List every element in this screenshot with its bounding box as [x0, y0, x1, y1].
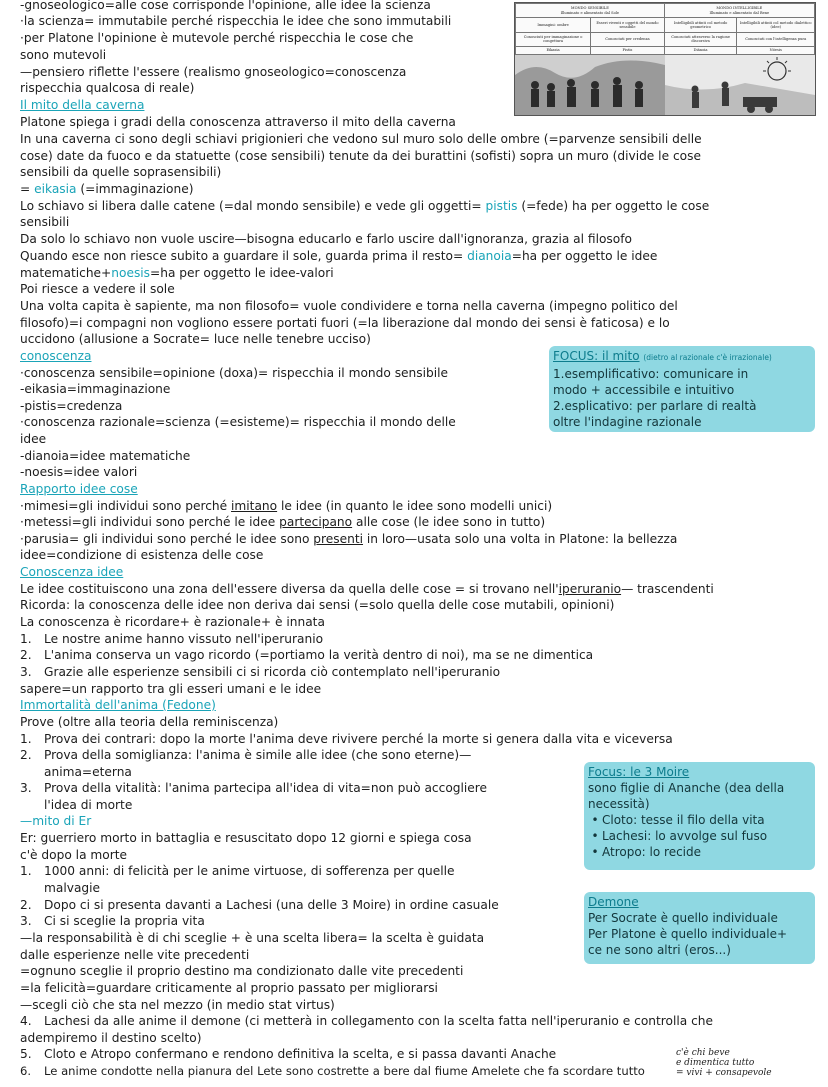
- text-line: -gnoseologico=alle cose corrisponde l'opinione, alle idee la scienza: [20, 0, 431, 12]
- text-line: [20, 181, 193, 198]
- list-item: [20, 863, 455, 880]
- term-dianoia: dianoia: [467, 249, 512, 263]
- text-span: Le idee costituiscono una zona dell'essere diversa da quella delle cose = si trovano nell': [20, 582, 559, 596]
- text-line: La conoscenza è ricordare+ è razionale+ è innata: [20, 615, 325, 629]
- underlined-term: imitano: [231, 499, 278, 513]
- callout-line: 1.esemplificativo: comunicare in: [553, 367, 749, 381]
- handwritten-line: = vivi + consapevole: [676, 1068, 772, 1078]
- text-span: (=immaginazione): [76, 182, 194, 196]
- text-line: filosofo)=i compagni non vogliono essere portati fuori (=la liberazione dal mondo dei sensi è faticosa) e lo: [20, 316, 670, 330]
- list-text: L'anima conserva un vago ricordo (=portiamo la verità dentro di noi), ma se ne dimentica: [44, 648, 594, 662]
- list-text: Le anime condotte nella pianura del Lete sono costrette a bere dal fiume Amelete che fa scordare tutto: [44, 1064, 645, 1078]
- callout-bullet: [588, 812, 815, 828]
- text-line: sensibili: [20, 215, 70, 229]
- text-line: malvagie: [44, 881, 101, 895]
- text-line: uccidono (allusione a Socrate= luce nelle tenebre ucciso): [20, 332, 371, 346]
- list-text: Le nostre anime hanno vissuto nell'iperuranio: [44, 632, 324, 646]
- text-line: —pensiero riflette l'essere (realismo gnoseologico=conoscenza: [20, 65, 407, 79]
- table-col1-title: MONDO SENSIBILE: [570, 6, 609, 11]
- table-header-sensibile: [516, 4, 665, 18]
- text-line: [20, 498, 552, 515]
- text-line: -noesis=idee valori: [20, 465, 138, 479]
- list-item: [20, 631, 323, 648]
- table-cell: Conosciuti attraverso la ragione discorsiva: [664, 32, 737, 46]
- text-span: le idee (in quanto le idee sono modelli unici): [277, 499, 553, 513]
- list-number: 3.: [20, 665, 32, 679]
- list-text: Cloto e Atropo confermano e rendono definitiva la scelta, e si passa davanti Anache: [44, 1047, 557, 1061]
- bullet-icon: •: [591, 813, 599, 827]
- callout-bullet: [588, 828, 815, 844]
- callout-line: Per Platone è quello individuale+: [588, 927, 788, 941]
- list-number: 5.: [20, 1047, 32, 1061]
- text-line: ·conoscenza sensibile=opinione (doxa)= rispecchia il mondo sensibile: [20, 366, 449, 380]
- text-span: alle cose (le idee sono in tutto): [352, 515, 546, 529]
- underlined-term: partecipano: [279, 515, 353, 529]
- text-span: matematiche+: [20, 266, 112, 280]
- text-line: idee=condizione di esistenza delle cose: [20, 548, 264, 562]
- text-line: adempiremo il destino scelto): [20, 1031, 202, 1045]
- text-line: —scegli ciò che sta nel mezzo (in medio stat virtus): [20, 998, 335, 1012]
- text-line: [20, 581, 714, 598]
- callout-line: ce ne sono altri (eros...): [588, 943, 731, 957]
- text-line: ·per Platone l'opinione è mutevole perché rispecchia le cose che: [20, 31, 414, 45]
- cave-illustration: [515, 55, 815, 115]
- text-line: Una volta capita è sapiente, ma non filosofo= vuole condividere e torna nella caverna (impegno politico del: [20, 299, 678, 313]
- term-eikasia: eikasia: [34, 182, 77, 196]
- knowledge-grades-table: [515, 3, 815, 55]
- text-line: Er: guerriero morto in battaglia e resuscitato dopo 12 giorni e spiega cosa: [20, 831, 472, 845]
- table-cell: Immagini: ombre: [516, 18, 591, 32]
- table-cell: Diánoia: [664, 47, 737, 55]
- text-span: =: [20, 182, 35, 196]
- handwritten-note: [676, 1048, 826, 1086]
- table-col1-sub: Illuminato e alimentato dal Sole: [560, 10, 620, 15]
- callout-line: necessità): [588, 797, 650, 811]
- list-item: [20, 897, 499, 914]
- demone-title: Demone: [588, 895, 639, 909]
- text-span: Quando esce non riesce subito a guardare il sole, guarda prima il resto=: [20, 249, 468, 263]
- text-span: in loro—usata solo una volta in Platone: la bellezza: [363, 532, 678, 546]
- list-number: 3.: [20, 914, 32, 928]
- text-line: [20, 265, 334, 282]
- subsection-heading-er: —mito di Er: [20, 814, 92, 828]
- text-line: sono mutevoli: [20, 48, 107, 62]
- text-line: Ricorda: la conoscenza delle idee non deriva dai sensi (=solo quella delle cose mutabili, opinioni): [20, 598, 615, 612]
- text-line: sensibili da quelle soprasensibili): [20, 165, 222, 179]
- section-heading-conoscenza: conoscenza: [20, 349, 92, 363]
- focus-mito-heading: [553, 348, 815, 366]
- text-line: sapere=un rapporto tra gli esseri umani e le idee: [20, 682, 322, 696]
- focus-mito-callout: [549, 346, 815, 432]
- table-cell: Eikasia: [516, 47, 591, 55]
- table-cell: Conosciuti con l'intelligenza pura: [737, 32, 815, 46]
- list-number: 3.: [20, 781, 32, 795]
- callout-bullet: [588, 844, 815, 860]
- bullet-icon: •: [591, 829, 599, 843]
- table-header-intelligibile: [664, 4, 814, 18]
- caverna-table-figure: [514, 2, 816, 116]
- list-number: 2.: [20, 748, 32, 762]
- table-col2-sub: Illuminato e alimentato dal Bene: [709, 10, 770, 15]
- list-item: [20, 664, 500, 681]
- callout-line: Per Socrate è quello individuale: [588, 911, 778, 925]
- table-cell: Intelligibili attinti col metodo dialettico (idee): [737, 18, 815, 32]
- section-heading-rapporto: Rapporto idee cose: [20, 482, 138, 496]
- focus-moire-title: Focus: le 3 Moire: [588, 765, 690, 779]
- callout-line: 2.esplicativo: per parlare di realtà: [553, 399, 757, 413]
- text-line: ·la scienza= immutabile perché rispecchia le idee che sono immutabili: [20, 14, 452, 28]
- list-text: Dopo ci si presenta davanti a Lachesi (una delle 3 Moire) in ordine casuale: [44, 898, 499, 912]
- text-line: -dianoia=idee matematiche: [20, 449, 191, 463]
- text-line: Platone spiega i gradi della conoscenza attraverso il mito della caverna: [20, 115, 456, 129]
- text-line: =la felicità=guardare criticamente al proprio passato per migliorarsi: [20, 981, 438, 995]
- term-noesis: noesis: [111, 266, 151, 280]
- table-cell: Conosciuti per credenza: [591, 32, 665, 46]
- list-item: [20, 731, 673, 748]
- table-col2-title: MONDO INTELLIGIBILE: [716, 6, 763, 11]
- table-cell: Conosciuti per immaginazione o congettura: [516, 32, 591, 46]
- focus-moire-callout: [584, 762, 815, 870]
- list-text: Prova dei contrari: dopo la morte l'anima deve rivivere perché la morte si genera dalla vita e viceversa: [44, 732, 673, 746]
- text-line: In una caverna ci sono degli schiavi prigionieri che vedono sul muro solo delle ombre (=parvenze sensibili delle: [20, 132, 702, 146]
- list-item: [20, 647, 593, 664]
- text-line: [20, 531, 677, 548]
- list-number: 6.: [20, 1064, 32, 1078]
- callout-line: sono figlie di Ananche (dea della: [588, 781, 785, 795]
- text-line: ·conoscenza razionale=scienza (=esisteme)= rispecchia il mondo delle: [20, 415, 456, 429]
- text-span: ·mimesi=gli individui sono perché: [20, 499, 232, 513]
- list-text: Grazie alle esperienze sensibili ci si ricorda ciò contemplato nell'iperuranio: [44, 665, 501, 679]
- list-text: Ci si sceglie la propria vita: [44, 914, 205, 928]
- text-line: c'è dopo la morte: [20, 848, 128, 862]
- table-cell: Pistis: [591, 47, 665, 55]
- text-line: l'idea di morte: [44, 798, 133, 812]
- section-heading-immortalita: Immortalità dell'anima (Fedone): [20, 698, 216, 712]
- bullet-text: Lachesi: lo avvolge sul fuso: [602, 829, 768, 843]
- callout-line: modo + accessibile e intuitivo: [553, 383, 735, 397]
- text-line: -eikasia=immaginazione: [20, 382, 171, 396]
- list-item: [20, 1046, 556, 1063]
- text-line: Prove (oltre alla teoria della reminiscenza): [20, 715, 279, 729]
- list-item: [20, 780, 487, 797]
- text-line: idee: [20, 432, 47, 446]
- table-cell: Intelligibili attinti col metodo geometrico: [664, 18, 737, 32]
- handwritten-line: e dimentica tutto: [676, 1058, 755, 1068]
- text-span: =ha per oggetto le idee: [511, 249, 658, 263]
- text-line: dalle esperienze nelle vite precedenti: [20, 948, 250, 962]
- text-line: —la responsabilità è di chi sceglie + è una scelta libera= la scelta è guidata: [20, 931, 485, 945]
- list-number: 2.: [20, 648, 32, 662]
- table-cell: Nóesis: [737, 47, 815, 55]
- text-line: Poi riesce a vedere il sole: [20, 282, 175, 296]
- section-heading-conoscenza-idee: Conoscenza idee: [20, 565, 124, 579]
- bullet-text: Atropo: lo recide: [602, 845, 702, 859]
- list-text: 1000 anni: di felicità per le anime virtuose, di sofferenza per quelle: [44, 864, 455, 878]
- bullet-text: Cloto: tesse il filo della vita: [602, 813, 765, 827]
- handwritten-line: c'è chi beve: [676, 1048, 730, 1058]
- underlined-term: iperuranio: [558, 582, 622, 596]
- list-number: 4.: [20, 1014, 32, 1028]
- text-line: [20, 198, 709, 215]
- focus-mito-title: FOCUS: il mito: [553, 349, 640, 363]
- text-line: Da solo lo schiavo non vuole uscire—bisogna educarlo e farlo uscire dall'ignoranza, grazia al filosofo: [20, 232, 632, 246]
- underlined-term: presenti: [313, 532, 364, 546]
- list-number: 1.: [20, 864, 32, 878]
- list-item: [20, 747, 471, 764]
- text-line: rispecchia qualcosa di reale): [20, 81, 195, 95]
- text-span: Lo schiavo si libera dalle catene (=dal mondo sensibile) e vede gli oggetti=: [20, 199, 486, 213]
- list-number: 2.: [20, 898, 32, 912]
- text-line: =ognuno sceglie il proprio destino ma condizionato dalle vite precedenti: [20, 964, 464, 978]
- text-span: — trascendenti: [621, 582, 714, 596]
- term-pistis: pistis: [485, 199, 518, 213]
- bullet-icon: •: [591, 845, 599, 859]
- text-line: [20, 514, 545, 531]
- list-text: Lachesi da alle anime il demone (ci metterà in collegamento con la scelta fatta nell'iperuranio e controlla che: [44, 1014, 714, 1028]
- list-item: [20, 913, 205, 930]
- list-item: [20, 1063, 645, 1080]
- text-span: ·parusia= gli individui sono perché le idee sono: [20, 532, 314, 546]
- text-line: anima=eterna: [44, 765, 132, 779]
- section-heading-caverna: Il mito della caverna: [20, 98, 145, 112]
- text-span: ·metessi=gli individui sono perché le idee: [20, 515, 280, 529]
- text-span: (=fede) ha per oggetto le cose: [517, 199, 710, 213]
- callout-line: oltre l'indagine razionale: [553, 415, 702, 429]
- focus-mito-subtitle: (dietro al razionale c'è irrazionale): [643, 353, 772, 362]
- text-span: =ha per oggetto le idee-valori: [150, 266, 334, 280]
- list-number: 1.: [20, 632, 32, 646]
- text-line: [20, 248, 657, 265]
- text-line: cose) date da fuoco e da statuette (cose sensibili) tenute da dei burattini (sofisti) sopra un muro (divide le cose: [20, 149, 701, 163]
- text-line: -pistis=credenza: [20, 399, 123, 413]
- list-text: Prova della somiglianza: l'anima è simile alle idee (che sono eterne)—: [44, 748, 472, 762]
- list-item: [20, 1013, 713, 1030]
- table-cell: Esseri viventi e oggetti del mondo sensibile: [591, 18, 665, 32]
- list-text: Prova della vitalità: l'anima partecipa all'idea di vita=non può accogliere: [44, 781, 488, 795]
- list-number: 1.: [20, 732, 32, 746]
- demone-callout: [584, 892, 815, 964]
